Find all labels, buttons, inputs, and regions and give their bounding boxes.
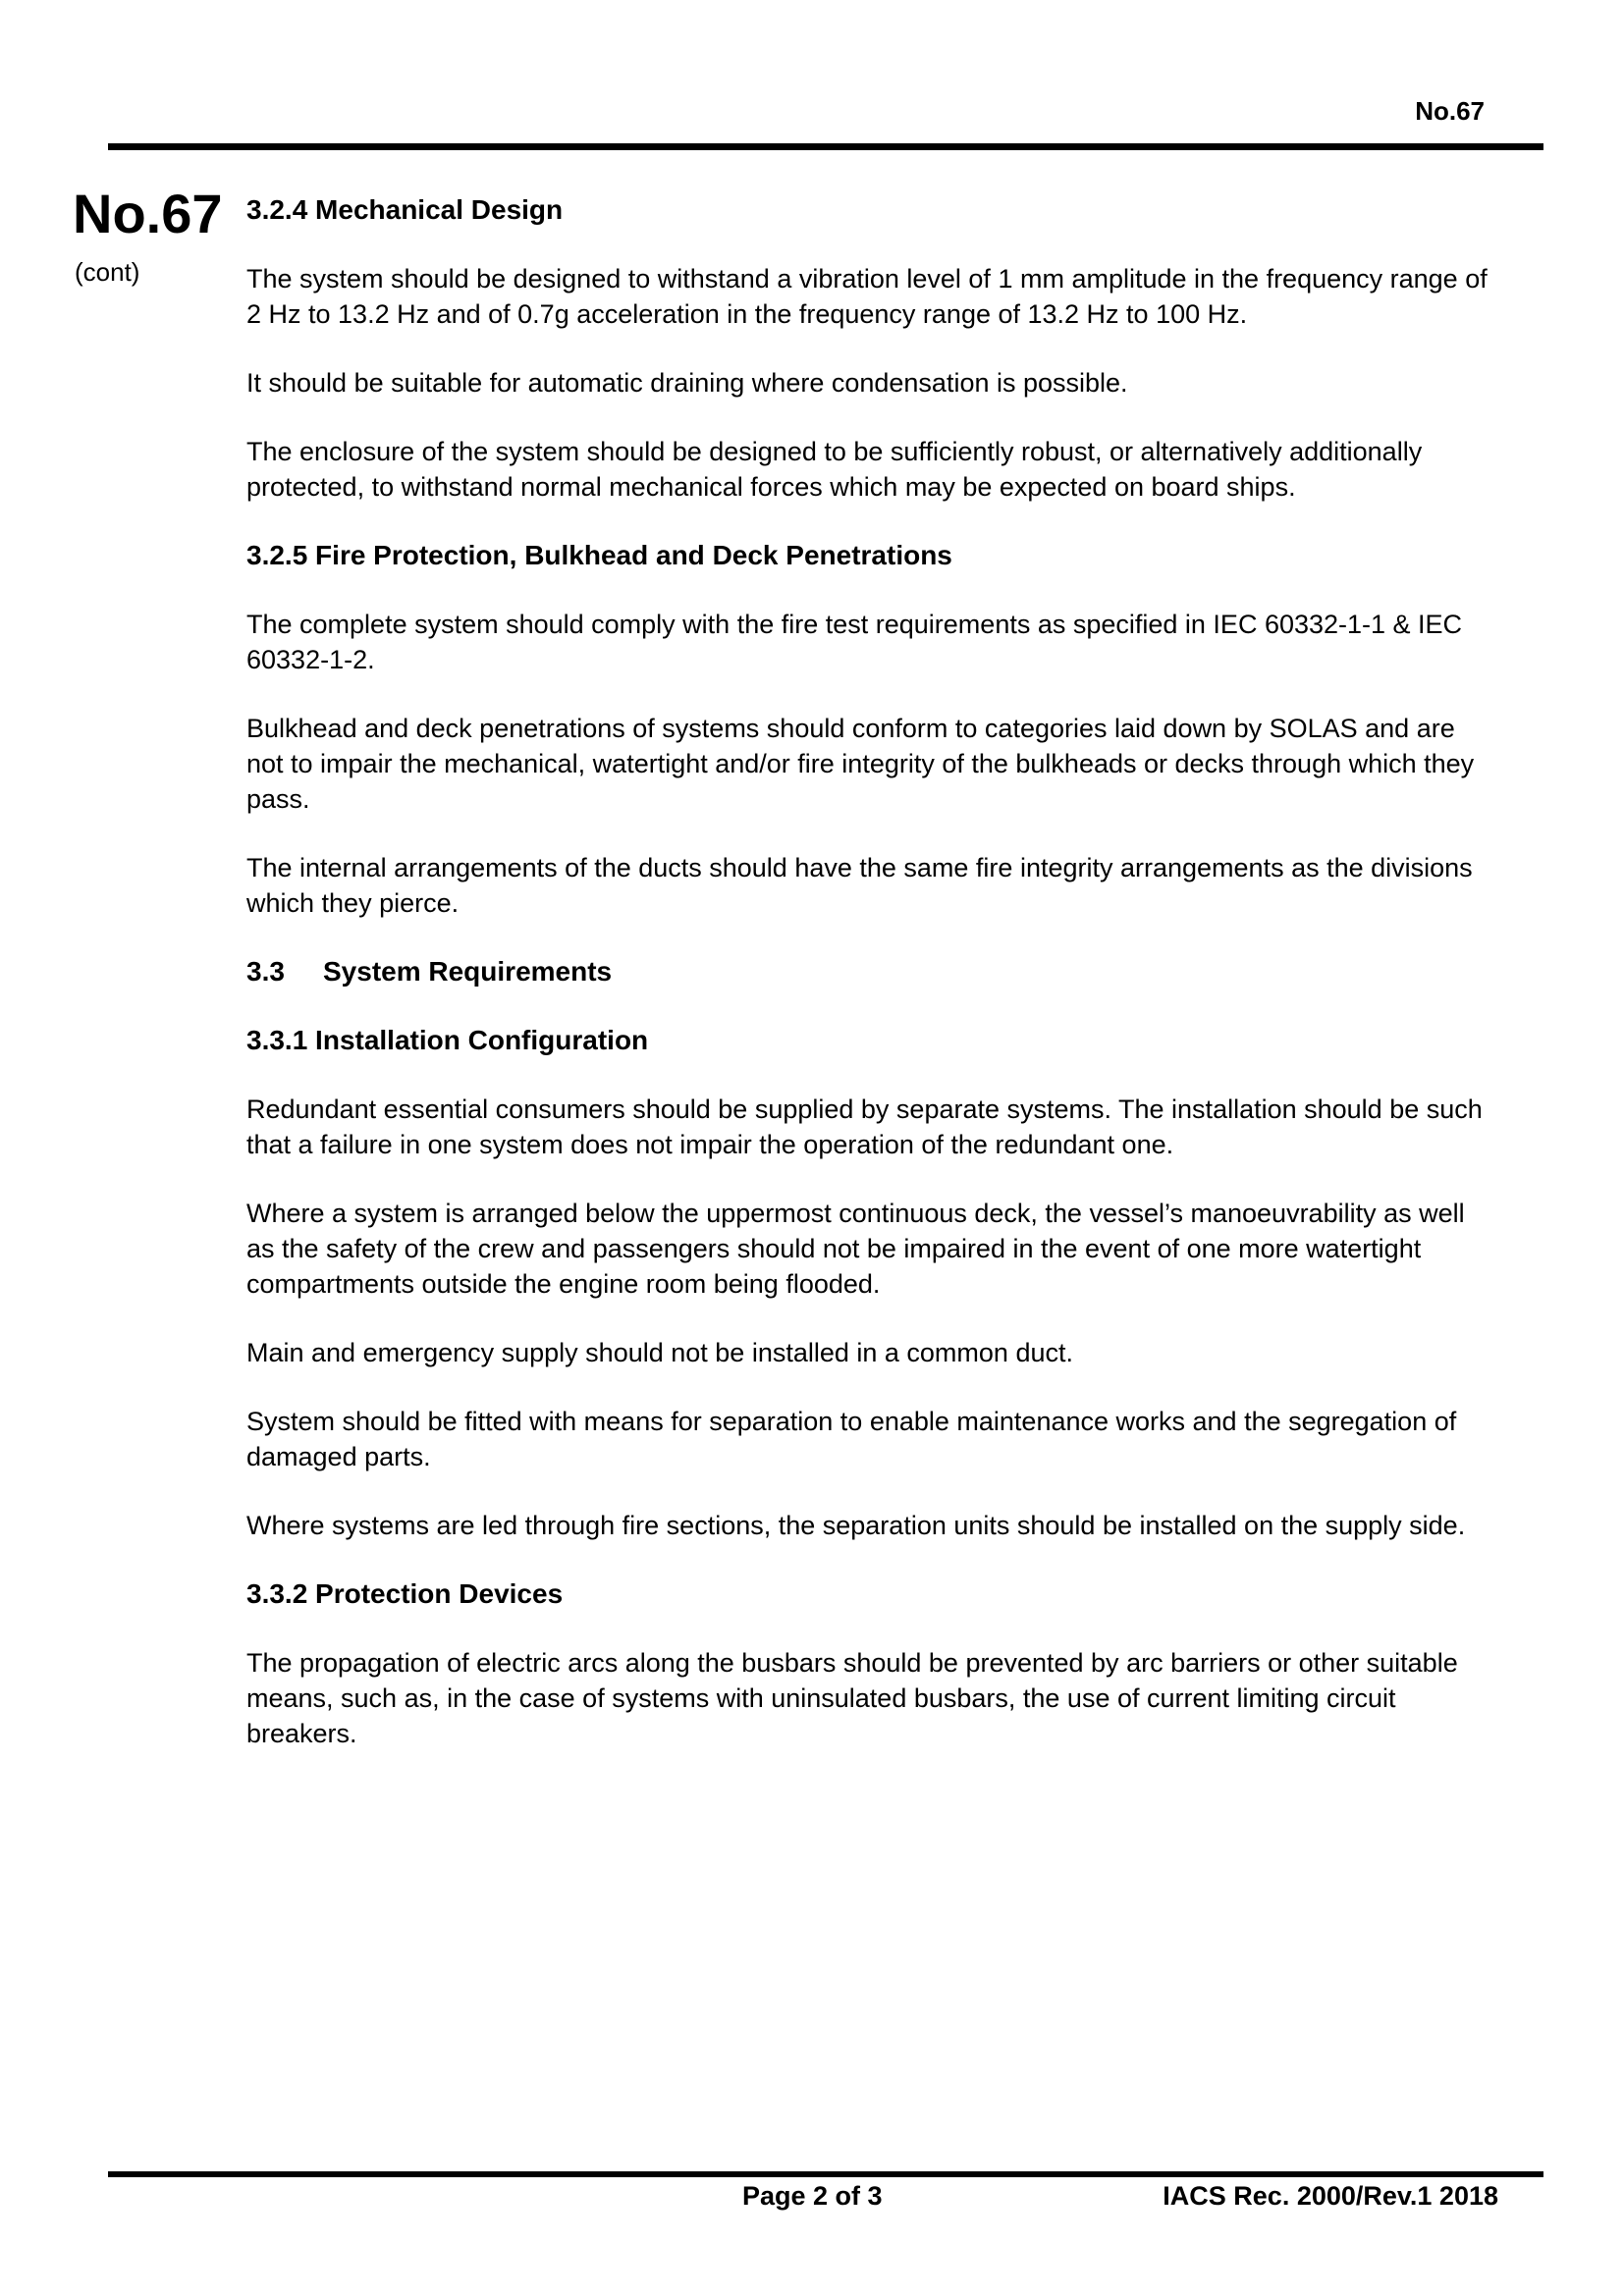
- footer-rule: [108, 2171, 1543, 2177]
- paragraph: Bulkhead and deck penetrations of systems should conform to categories laid down by SOLAS and are not to impair the mechanical, watertight and/or fire integrity of the bulkheads or decks through which they pass.: [246, 714, 1475, 814]
- side-doc-number: No.67: [73, 183, 223, 244]
- section-number: 3.3: [246, 956, 285, 987]
- heading-3-3: [246, 954, 1493, 989]
- document-body: [246, 192, 1493, 1785]
- footer-page-number: Page 2 of 3: [742, 2181, 883, 2211]
- side-cont-label: (cont): [75, 257, 140, 287]
- paragraph: The internal arrangements of the ducts should have the same fire integrity arrangements as the divisions which they pierce.: [246, 853, 1473, 918]
- paragraph: Where a system is arranged below the uppermost continuous deck, the vessel’s manoeuvrability as well as the safety of the crew and passengers should not be impaired in the event of one more watertight compartments outside the engine room being flooded.: [246, 1199, 1465, 1299]
- heading-3-2-4: 3.2.4 Mechanical Design: [246, 194, 564, 225]
- paragraph: It should be suitable for automatic draining where condensation is possible.: [246, 368, 1128, 398]
- paragraph: The complete system should comply with the fire test requirements as specified in IEC 60332-1-1 & IEC 60332-1-2.: [246, 610, 1463, 674]
- paragraph: Redundant essential consumers should be supplied by separate systems. The installation should be such that a failure in one system does not impair the operation of the redundant one.: [246, 1095, 1483, 1159]
- paragraph: Where systems are led through fire sections, the separation units should be installed on the supply side.: [246, 1511, 1466, 1540]
- heading-3-2-5: 3.2.5 Fire Protection, Bulkhead and Deck Penetrations: [246, 540, 952, 570]
- heading-3-3-2: 3.3.2 Protection Devices: [246, 1578, 564, 1609]
- paragraph: Main and emergency supply should not be installed in a common duct.: [246, 1338, 1073, 1367]
- paragraph: The propagation of electric arcs along the busbars should be prevented by arc barriers or other suitable means, such as, in the case of systems with uninsulated busbars, the use of current limiting circuit breakers.: [246, 1648, 1458, 1748]
- paragraph: The system should be designed to withstand a vibration level of 1 mm amplitude in the frequency range of 2 Hz to 13.2 Hz and of 0.7g acceleration in the frequency range of 13.2 Hz to 100 Hz.: [246, 264, 1488, 329]
- paragraph: System should be fitted with means for separation to enable maintenance works and the segregation of damaged parts.: [246, 1407, 1457, 1471]
- header-rule: [108, 143, 1543, 150]
- heading-3-3-1: 3.3.1 Installation Configuration: [246, 1025, 649, 1055]
- section-title: System Requirements: [323, 956, 613, 987]
- paragraph: The enclosure of the system should be designed to be sufficiently robust, or alternatively additionally protected, to withstand normal mechanical forces which may be expected on board ships.: [246, 437, 1423, 502]
- footer-reference: IACS Rec. 2000/Rev.1 2018: [1163, 2181, 1498, 2211]
- header-doc-number: No.67: [1415, 96, 1485, 126]
